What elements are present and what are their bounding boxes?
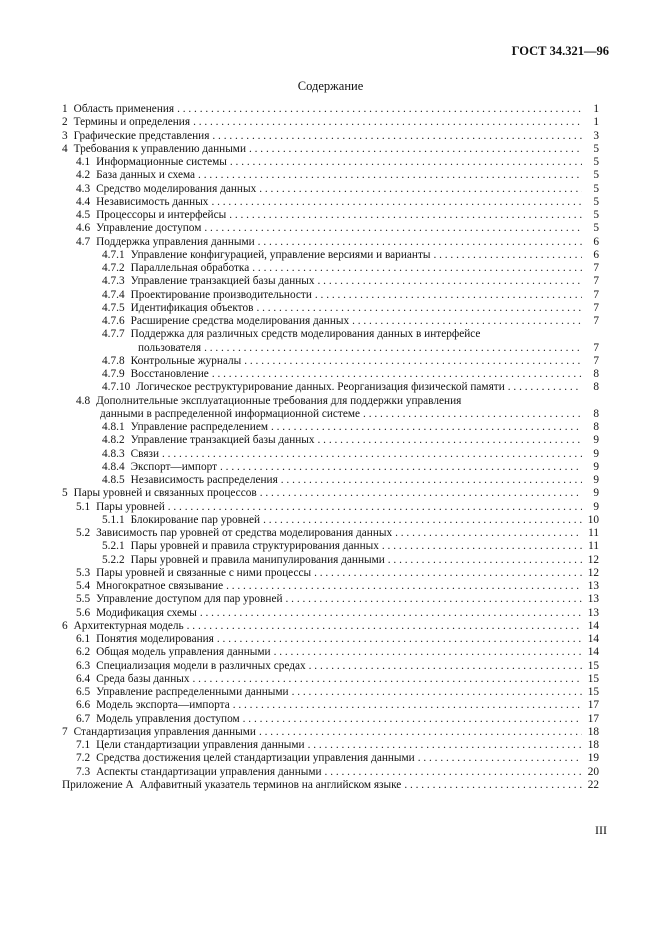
toc-entry-number: 6.1 — [76, 633, 91, 645]
toc-entry-title: Пары уровней и связанные с ними процессы — [96, 566, 312, 579]
toc-entry-number: 1 — [62, 103, 68, 115]
toc-entry — [62, 474, 599, 487]
toc-entry-title: Требования к управлению данными — [73, 142, 246, 155]
toc-entry — [62, 395, 599, 408]
toc-entry-page: 7 — [593, 315, 599, 327]
toc-entry-page: 11 — [588, 527, 599, 539]
toc-entry-number: 6.7 — [76, 712, 91, 725]
toc-entry-title: Управление доступом — [96, 222, 202, 235]
toc-entry-number: 4.8.5 — [102, 474, 125, 486]
toc-entry-number: 5.1.1 — [102, 513, 125, 526]
toc-entry-page: 19 — [587, 752, 599, 765]
toc-entry — [62, 487, 599, 500]
toc-entry-page: 5 — [593, 156, 599, 168]
toc-entry-number: 5.5 — [76, 593, 91, 606]
toc-entry-title: Независимость данных — [96, 195, 209, 208]
toc-entry-page: 18 — [587, 739, 599, 751]
toc-entry — [62, 527, 599, 540]
toc-entry-title: Цели стандартизации управления данными — [96, 739, 305, 751]
toc-entry-number: 6.4 — [76, 672, 91, 685]
dot-leader — [198, 169, 582, 182]
toc-entry-page: 8 — [593, 421, 599, 433]
toc-entry-title: Управление транзакцией базы данных — [130, 275, 315, 288]
toc-entry-title: Общая модель управления данными — [96, 646, 271, 659]
toc-entry — [62, 766, 599, 779]
toc-entry-title: Пары уровней — [96, 500, 165, 513]
toc-entry-number: 7.1 — [76, 739, 91, 751]
dot-leader — [433, 249, 582, 262]
toc-entry-number: Приложение А — [62, 778, 134, 791]
toc-entry-title: Средство моделирования данных — [96, 182, 257, 195]
toc-entry — [62, 607, 599, 620]
toc-entry — [62, 116, 599, 129]
dot-leader — [233, 699, 582, 712]
dot-leader — [508, 381, 582, 394]
toc-entry-page: 15 — [587, 659, 599, 672]
dot-leader — [309, 660, 582, 673]
toc-entry-page: 3 — [593, 129, 599, 142]
toc-entry — [62, 209, 599, 222]
dot-leader — [274, 646, 582, 659]
dot-leader — [382, 540, 582, 553]
dot-leader — [395, 527, 582, 540]
toc-entry-title: Специализация модели в различных средах — [96, 659, 306, 672]
toc-entry — [62, 580, 599, 593]
toc-entry — [62, 633, 599, 646]
toc-entry-title: Поддержка управления данными — [96, 235, 255, 248]
toc-entry-number: 4.7.5 — [102, 301, 125, 314]
toc-entry-title: Пары уровней и связанных процессов — [73, 487, 257, 500]
toc-entry — [62, 699, 599, 712]
toc-entry-page: 15 — [587, 686, 599, 698]
dot-leader — [229, 209, 582, 222]
dot-leader — [418, 752, 582, 765]
dot-leader — [286, 593, 582, 606]
dot-leader — [281, 474, 582, 487]
toc-entry-title: Управление доступом для пар уровней — [96, 593, 283, 606]
toc-entry-title: База данных и схема — [96, 169, 196, 182]
toc-entry-title: Графические представления — [73, 129, 210, 142]
toc-entry — [62, 236, 599, 249]
toc-entry — [62, 183, 599, 196]
toc-entry — [62, 660, 599, 673]
toc-entry-title: Блокирование пар уровней — [130, 513, 261, 526]
dot-leader — [204, 342, 582, 355]
toc-entry — [62, 289, 599, 302]
toc-entry-number: 6.5 — [76, 686, 91, 698]
toc-entry-number: 4.8.4 — [102, 460, 125, 473]
toc-entry-page: 13 — [587, 580, 599, 592]
toc-entry — [62, 156, 599, 169]
dot-leader — [217, 633, 582, 646]
dot-leader — [258, 236, 582, 249]
dot-leader — [212, 368, 582, 381]
dot-leader — [243, 713, 582, 726]
toc-entry-title: Область применения — [73, 103, 175, 115]
toc-entry-title: Проектирование производительности — [130, 288, 312, 301]
toc-entry-page: 5 — [593, 169, 599, 182]
toc-entry-page: 9 — [593, 434, 599, 447]
toc-entry-page: 17 — [587, 699, 599, 712]
dot-leader — [314, 567, 582, 580]
dot-leader — [220, 461, 582, 474]
toc-entry-page: 18 — [587, 725, 599, 738]
toc-entry-title: Архитектурная модель — [73, 619, 184, 632]
toc-entry — [62, 779, 599, 792]
dot-leader — [404, 779, 582, 792]
toc-entry — [62, 143, 599, 156]
toc-entry — [62, 381, 599, 394]
toc-entry-page: 8 — [593, 368, 599, 380]
toc-entry — [62, 673, 599, 686]
dot-leader — [259, 726, 582, 739]
toc-entry-title: Модель управления доступом — [96, 712, 240, 725]
toc-entry-title: Идентификация объектов — [130, 301, 254, 314]
toc-entry-number: 4.7.4 — [102, 288, 125, 301]
toc-entry-page: 15 — [587, 672, 599, 685]
toc-entry-page: 9 — [593, 460, 599, 473]
toc-entry-title: Управление транзакцией базы данных — [130, 434, 315, 447]
toc-entry-number: 6.3 — [76, 659, 91, 672]
dot-leader — [162, 448, 582, 461]
toc-entry — [62, 222, 599, 235]
toc-entry — [62, 752, 599, 765]
toc-entry-title: Управление распределением — [130, 421, 268, 433]
dot-leader — [259, 183, 582, 196]
toc-entry — [62, 686, 599, 699]
toc-entry-title: Связи — [130, 447, 160, 460]
toc-entry-number: 4.8 — [76, 394, 91, 407]
toc-entry — [62, 130, 599, 143]
toc-entry-title: Термины и определения — [73, 116, 191, 129]
toc-entry-number: 5.2.2 — [102, 553, 125, 566]
dot-leader — [211, 196, 582, 209]
toc-entry-page: 1 — [593, 103, 599, 115]
toc-entry-number: 4.7 — [76, 235, 91, 248]
toc-entry-number: 4.7.1 — [102, 248, 125, 261]
toc-entry-page: 11 — [588, 540, 599, 553]
toc-entry-page: 9 — [593, 500, 599, 513]
toc-entry-title: Восстановление — [130, 368, 209, 380]
dot-leader — [193, 673, 583, 686]
dot-leader — [252, 262, 582, 275]
toc-entry-page: 13 — [587, 606, 599, 619]
toc-entry — [62, 567, 599, 580]
toc-entry-number: 5.2 — [76, 527, 91, 539]
dot-leader — [177, 103, 582, 116]
toc-entry-page: 7 — [593, 354, 599, 367]
toc-entry-page: 7 — [593, 301, 599, 314]
dot-leader — [187, 620, 582, 633]
toc-entry-number: 4.7.8 — [102, 354, 125, 367]
toc-entry-number: 4.8.1 — [102, 421, 125, 433]
toc-entry — [62, 196, 599, 209]
toc-entry-number: 5.3 — [76, 566, 91, 579]
toc-entry-number: 4.3 — [76, 182, 91, 195]
toc-entry-title: Среда базы данных — [96, 672, 190, 685]
toc-entry — [62, 726, 599, 739]
toc-entry — [62, 328, 599, 341]
dot-leader — [363, 408, 582, 421]
toc-entry — [62, 448, 599, 461]
dot-leader — [352, 315, 582, 328]
toc-entry-number: 4.4 — [76, 195, 91, 208]
toc-entry-number: 5.1 — [76, 500, 91, 513]
dot-leader — [193, 116, 582, 129]
toc-entry-title: Алфавитный указатель терминов на английском языке — [139, 778, 402, 791]
toc-entry — [62, 169, 599, 182]
toc-entry-page: 5 — [593, 142, 599, 155]
toc-entry-title: Дополнительные эксплуатационные требования для поддержки управления — [96, 394, 462, 407]
dot-leader — [230, 156, 582, 169]
toc-entry — [62, 620, 599, 633]
toc-entry-title: Процессоры и интерфейсы — [96, 209, 227, 221]
toc-entry-page: 5 — [593, 195, 599, 208]
toc-entry-title: Многократное связывание — [96, 580, 224, 592]
dot-leader — [256, 302, 582, 315]
toc-entry-page: 17 — [587, 712, 599, 725]
toc-entry — [62, 713, 599, 726]
toc-entry-number: 4.8.3 — [102, 447, 125, 460]
toc-entry-page: 9 — [593, 474, 599, 486]
dot-leader — [244, 355, 582, 368]
dot-leader — [212, 130, 582, 143]
toc-entry-number: 4.7.2 — [102, 262, 125, 274]
toc-entry-number: 7.2 — [76, 752, 91, 765]
toc-entry-title: Логическое реструктурирование данных. Реорганизация физической памяти — [136, 381, 505, 394]
page-title: Содержание — [297, 79, 364, 93]
toc-entry-number: 3 — [62, 129, 68, 142]
toc-entry-page: 14 — [587, 646, 599, 659]
toc-entry-page: 6 — [593, 248, 599, 261]
page-number: III — [595, 823, 607, 837]
toc-entry-number: 4.7.7 — [102, 328, 125, 341]
toc-entry-title: Поддержка для различных средств моделирования данных в интерфейсе — [130, 328, 481, 341]
toc-entry — [62, 342, 599, 355]
toc-entry-title: Средства достижения целей стандартизации управления данными — [96, 752, 415, 765]
toc-entry-title: Экспорт—импорт — [130, 460, 218, 473]
toc-entry-title: Стандартизация управления данными — [73, 725, 256, 738]
toc-entry-page: 7 — [593, 275, 599, 288]
toc-entry-number: 4.2 — [76, 169, 91, 182]
toc-entry-title: Модификация схемы — [96, 606, 197, 619]
document-code: ГОСТ 34.321—96 — [511, 44, 609, 58]
toc-entry-title: Независимость распределения — [130, 474, 278, 486]
dot-leader — [318, 434, 582, 447]
toc-entry-title: Аспекты стандартизации управления данными — [96, 765, 322, 778]
toc-entry-number: 5.2.1 — [102, 540, 125, 553]
toc-entry-page: 8 — [593, 407, 599, 420]
toc-entry-number: 5 — [62, 487, 68, 500]
toc-entry — [62, 315, 599, 328]
toc-entry — [62, 434, 599, 447]
toc-entry-page: 5 — [593, 222, 599, 235]
toc-entry — [62, 554, 599, 567]
toc-entry — [62, 408, 599, 421]
toc-entry — [62, 302, 599, 315]
dot-leader — [318, 275, 582, 288]
dot-leader — [292, 686, 582, 699]
toc-entry-page: 9 — [593, 487, 599, 500]
toc-entry — [62, 646, 599, 659]
toc-entry — [62, 249, 599, 262]
dot-leader — [249, 143, 582, 156]
toc-entry — [62, 514, 599, 527]
toc-entry — [62, 262, 599, 275]
dot-leader — [226, 580, 582, 593]
toc-entry — [62, 540, 599, 553]
toc-entry-number: 2 — [62, 116, 68, 129]
toc-entry — [62, 103, 599, 116]
dot-leader — [204, 222, 582, 235]
dot-leader — [315, 289, 582, 302]
toc-entry-page: 7 — [593, 341, 599, 354]
toc-entry-title: Понятия моделирования — [96, 633, 214, 645]
table-of-contents — [62, 103, 599, 792]
toc-entry-number: 6.2 — [76, 646, 91, 659]
toc-entry — [62, 421, 599, 434]
toc-entry — [62, 355, 599, 368]
toc-entry — [62, 368, 599, 381]
toc-entry-number: 4.7.6 — [102, 315, 125, 327]
toc-entry-title: Информационные системы — [96, 156, 227, 168]
toc-entry-title: Управление распределенными данными — [96, 686, 289, 698]
toc-entry-page: 5 — [593, 209, 599, 221]
toc-entry-title: Расширение средства моделирования данных — [130, 315, 350, 327]
toc-entry-number: 6.6 — [76, 699, 91, 712]
toc-entry-title: пользователя — [138, 341, 202, 354]
toc-entry-title: данными в распределенной информационной системе — [100, 407, 361, 420]
toc-entry-page: 9 — [593, 447, 599, 460]
toc-entry-number: 5.6 — [76, 606, 91, 619]
toc-entry — [62, 593, 599, 606]
toc-entry-title: Управление конфигурацией, управление версиями и варианты — [130, 248, 431, 261]
toc-entry-title: Модель экспорта—импорта — [96, 699, 230, 712]
toc-entry-page: 8 — [593, 381, 599, 394]
toc-entry-page: 14 — [587, 633, 599, 645]
toc-entry-title: Пары уровней и правила манипулирования данными — [130, 553, 385, 566]
toc-entry-title: Зависимость пар уровней от средства моделирования данных — [96, 527, 393, 539]
toc-entry-page: 12 — [587, 566, 599, 579]
toc-entry-page: 6 — [593, 235, 599, 248]
toc-entry-page: 7 — [593, 288, 599, 301]
toc-entry-page: 12 — [587, 553, 599, 566]
toc-entry-title: Контрольные журналы — [130, 354, 242, 367]
toc-entry-page: 5 — [593, 182, 599, 195]
toc-entry-page: 13 — [587, 593, 599, 606]
toc-entry-title: Пары уровней и правила структурирования данных — [130, 540, 379, 553]
toc-entry-title: Параллельная обработка — [130, 262, 250, 274]
toc-entry — [62, 739, 599, 752]
toc-entry-number: 6 — [62, 619, 68, 632]
toc-entry-number: 4.6 — [76, 222, 91, 235]
toc-entry-page: 7 — [593, 262, 599, 274]
dot-leader — [260, 487, 582, 500]
dot-leader — [263, 514, 582, 527]
dot-leader — [308, 739, 582, 752]
dot-leader — [271, 421, 582, 434]
toc-entry-number: 4.7.3 — [102, 275, 125, 288]
dot-leader — [388, 554, 582, 567]
toc-entry-page: 10 — [587, 513, 599, 526]
toc-entry — [62, 461, 599, 474]
toc-entry-page: 22 — [587, 778, 599, 791]
toc-entry-page: 20 — [587, 765, 599, 778]
dot-leader — [325, 766, 582, 779]
toc-entry-number: 4.7.9 — [102, 368, 125, 380]
toc-entry — [62, 275, 599, 288]
toc-entry-number: 7.3 — [76, 765, 91, 778]
dot-leader — [168, 501, 582, 514]
dot-leader — [200, 607, 582, 620]
toc-entry-number: 4.5 — [76, 209, 91, 221]
toc-entry-number: 5.4 — [76, 580, 91, 592]
toc-entry-page: 1 — [593, 116, 599, 129]
toc-entry-page: 14 — [587, 619, 599, 632]
toc-entry-number: 4 — [62, 142, 68, 155]
toc-entry-number: 4.7.10 — [102, 381, 131, 394]
toc-entry-number: 4.1 — [76, 156, 91, 168]
toc-entry-number: 4.8.2 — [102, 434, 125, 447]
toc-entry — [62, 501, 599, 514]
toc-entry-number: 7 — [62, 725, 68, 738]
